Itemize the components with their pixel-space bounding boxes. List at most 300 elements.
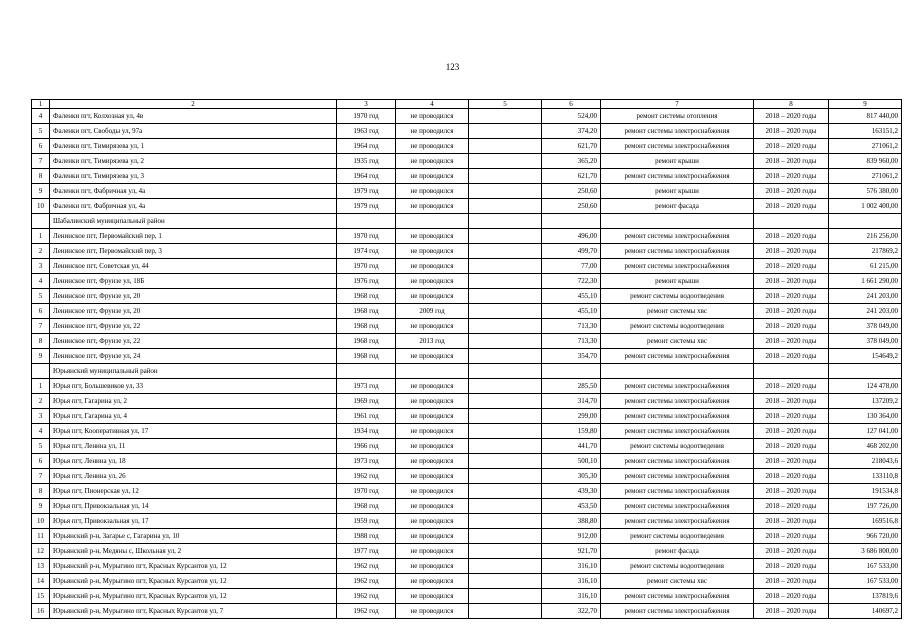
table-row (32, 379, 902, 394)
row-number-cell: 6 (32, 139, 50, 154)
row-number-cell: 12 (32, 544, 50, 559)
period-cell: 2018 – 2020 годы (754, 289, 829, 304)
row-number-cell: 16 (32, 604, 50, 619)
work-type-cell: ремонт системы электроснабжения (601, 259, 754, 274)
work-type-cell: ремонт системы электроснабжения (601, 604, 754, 619)
area-cell: 455,10 (542, 289, 601, 304)
area-cell: 322,70 (542, 604, 601, 619)
blank-cell (469, 409, 542, 424)
build-year-cell: 1968 год (337, 304, 396, 319)
build-year-cell: 1988 год (337, 529, 396, 544)
build-year-cell: 1976 год (337, 274, 396, 289)
cost-cell: 216 256,00 (829, 229, 902, 244)
work-type-cell: ремонт системы электроснабжения (601, 394, 754, 409)
cost-cell: 130 364,00 (829, 409, 902, 424)
region-row (32, 214, 902, 229)
cost-cell: 197 726,00 (829, 499, 902, 514)
address-cell: Юрья пгт, Привокзальная ул, 17 (50, 514, 337, 529)
cost-cell: 271061,2 (829, 139, 902, 154)
build-year-cell: 1968 год (337, 334, 396, 349)
work-type-cell: ремонт системы отопления (601, 109, 754, 124)
empty-cell (542, 214, 601, 229)
build-year-cell: 1977 год (337, 544, 396, 559)
last-repair-cell: не проводился (396, 484, 469, 499)
blank-cell (469, 244, 542, 259)
period-cell: 2018 – 2020 годы (754, 319, 829, 334)
area-cell: 455,10 (542, 304, 601, 319)
table-row (32, 484, 902, 499)
cost-cell: 137819,6 (829, 589, 902, 604)
region-name-cell: Юрьянский муниципальный район (50, 364, 337, 379)
last-repair-cell: не проводился (396, 409, 469, 424)
row-number-cell: 7 (32, 154, 50, 169)
build-year-cell: 1962 год (337, 589, 396, 604)
last-repair-cell: не проводился (396, 514, 469, 529)
row-number-cell: 8 (32, 484, 50, 499)
cost-cell: 3 686 800,00 (829, 544, 902, 559)
blank-cell (469, 469, 542, 484)
work-type-cell: ремонт системы водоотведения (601, 559, 754, 574)
build-year-cell: 1968 год (337, 499, 396, 514)
period-cell: 2018 – 2020 годы (754, 199, 829, 214)
build-year-cell: 1970 год (337, 484, 396, 499)
empty-cell (396, 214, 469, 229)
row-number-cell: 9 (32, 349, 50, 364)
build-year-cell: 1969 год (337, 394, 396, 409)
blank-cell (469, 439, 542, 454)
area-cell: 441,70 (542, 439, 601, 454)
table-row (32, 529, 902, 544)
address-cell: Ленинское пгт, Фрунзе ул, 22 (50, 319, 337, 334)
column-number: 9 (829, 100, 902, 109)
last-repair-cell: не проводился (396, 379, 469, 394)
period-cell: 2018 – 2020 годы (754, 484, 829, 499)
build-year-cell: 1934 год (337, 424, 396, 439)
address-cell: Юрья пгт, Привокзальная ул, 14 (50, 499, 337, 514)
table-row (32, 199, 902, 214)
area-cell: 159,80 (542, 424, 601, 439)
period-cell: 2018 – 2020 годы (754, 544, 829, 559)
build-year-cell: 1966 год (337, 439, 396, 454)
period-cell: 2018 – 2020 годы (754, 469, 829, 484)
cost-cell: 169516,8 (829, 514, 902, 529)
row-number-cell: 3 (32, 259, 50, 274)
address-cell: Ленинское пгт, Фрунзе ул, 24 (50, 349, 337, 364)
area-cell: 316,10 (542, 559, 601, 574)
blank-cell (469, 574, 542, 589)
work-type-cell: ремонт системы электроснабжения (601, 409, 754, 424)
row-number-cell: 9 (32, 499, 50, 514)
blank-cell (469, 454, 542, 469)
work-type-cell: ремонт системы электроснабжения (601, 169, 754, 184)
blank-cell (469, 289, 542, 304)
work-type-cell: ремонт системы электроснабжения (601, 139, 754, 154)
address-cell: Юрьянский р-н, Мурыгино пгт, Красных Курсантов ул, 7 (50, 604, 337, 619)
cost-cell: 241 203,00 (829, 289, 902, 304)
address-cell: Фаленки пгт, Тимирязева ул, 3 (50, 169, 337, 184)
area-cell: 305,30 (542, 469, 601, 484)
period-cell: 2018 – 2020 годы (754, 334, 829, 349)
blank-cell (469, 124, 542, 139)
empty-cell (754, 364, 829, 379)
last-repair-cell: не проводился (396, 589, 469, 604)
area-cell: 316,10 (542, 589, 601, 604)
address-cell: Фаленки пгт, Тимирязева ул, 1 (50, 139, 337, 154)
address-cell: Юрья пгт, Ленина ул, 11 (50, 439, 337, 454)
last-repair-cell: не проводился (396, 544, 469, 559)
work-type-cell: ремонт крыши (601, 154, 754, 169)
blank-cell (469, 319, 542, 334)
cost-cell: 576 380,00 (829, 184, 902, 199)
table-row (32, 169, 902, 184)
build-year-cell: 1964 год (337, 139, 396, 154)
work-type-cell: ремонт системы электроснабжения (601, 124, 754, 139)
area-cell: 388,80 (542, 514, 601, 529)
area-cell: 299,00 (542, 409, 601, 424)
table-row (32, 574, 902, 589)
empty-cell (469, 214, 542, 229)
blank-cell (469, 274, 542, 289)
empty-cell (601, 214, 754, 229)
last-repair-cell: не проводился (396, 289, 469, 304)
row-number-cell: 10 (32, 514, 50, 529)
cost-cell: 127 041,00 (829, 424, 902, 439)
work-type-cell: ремонт системы водоотведения (601, 439, 754, 454)
period-cell: 2018 – 2020 годы (754, 529, 829, 544)
region-row (32, 364, 902, 379)
period-cell: 2018 – 2020 годы (754, 559, 829, 574)
build-year-cell: 1935 год (337, 154, 396, 169)
work-type-cell: ремонт системы хвс (601, 304, 754, 319)
row-number-cell: 4 (32, 424, 50, 439)
empty-cell (469, 364, 542, 379)
work-type-cell: ремонт системы хвс (601, 334, 754, 349)
last-repair-cell: не проводился (396, 229, 469, 244)
build-year-cell: 1962 год (337, 469, 396, 484)
area-cell: 285,50 (542, 379, 601, 394)
last-repair-cell: не проводился (396, 559, 469, 574)
last-repair-cell: не проводился (396, 604, 469, 619)
table-body (32, 100, 902, 619)
address-cell: Юрьянский р-н, Загарье с, Гагарина ул, 10 (50, 529, 337, 544)
build-year-cell: 1968 год (337, 349, 396, 364)
row-number-cell: 11 (32, 529, 50, 544)
cost-cell: 271061,2 (829, 169, 902, 184)
row-number-cell: 10 (32, 199, 50, 214)
row-number-cell: 1 (32, 229, 50, 244)
area-cell: 713,30 (542, 334, 601, 349)
area-cell: 912,00 (542, 529, 601, 544)
cost-cell: 163151,2 (829, 124, 902, 139)
cost-cell: 167 533,00 (829, 559, 902, 574)
table-row (32, 349, 902, 364)
table-row (32, 439, 902, 454)
address-cell: Ленинское пгт, Фрунзе ул, 20 (50, 289, 337, 304)
area-cell: 439,30 (542, 484, 601, 499)
table-row (32, 454, 902, 469)
area-cell: 314,70 (542, 394, 601, 409)
table-row (32, 319, 902, 334)
work-type-cell: ремонт системы электроснабжения (601, 469, 754, 484)
column-number: 7 (601, 100, 754, 109)
period-cell: 2018 – 2020 годы (754, 304, 829, 319)
period-cell: 2018 – 2020 годы (754, 169, 829, 184)
blank-cell (469, 499, 542, 514)
table-row (32, 589, 902, 604)
build-year-cell: 1964 год (337, 169, 396, 184)
build-year-cell: 1970 год (337, 229, 396, 244)
empty-cell (337, 364, 396, 379)
cost-cell: 1 661 290,00 (829, 274, 902, 289)
table-row (32, 559, 902, 574)
address-cell: Фаленки пгт, Фабричная ул, 4а (50, 184, 337, 199)
period-cell: 2018 – 2020 годы (754, 139, 829, 154)
row-number-cell: 5 (32, 124, 50, 139)
empty-cell (337, 214, 396, 229)
cost-cell: 167 533,00 (829, 574, 902, 589)
work-type-cell: ремонт системы хвс (601, 574, 754, 589)
period-cell: 2018 – 2020 годы (754, 514, 829, 529)
area-cell: 316,10 (542, 574, 601, 589)
address-cell: Юрья пгт, Большевиков ул, 33 (50, 379, 337, 394)
empty-cell (396, 364, 469, 379)
area-cell: 250,60 (542, 184, 601, 199)
area-cell: 250,60 (542, 199, 601, 214)
row-number-cell (32, 214, 50, 229)
table-row (32, 229, 902, 244)
blank-cell (469, 379, 542, 394)
table-row (32, 274, 902, 289)
address-cell: Фаленки пгт, Тимирязева ул, 2 (50, 154, 337, 169)
address-cell: Ленинское пгт, Фрунзе ул, 20 (50, 304, 337, 319)
cost-cell: 137209,2 (829, 394, 902, 409)
build-year-cell: 1974 год (337, 244, 396, 259)
last-repair-cell: не проводился (396, 154, 469, 169)
table-row (32, 394, 902, 409)
cost-cell: 378 049,00 (829, 319, 902, 334)
build-year-cell: 1962 год (337, 604, 396, 619)
address-cell: Фаленки пгт, Фабричная ул, 4а (50, 199, 337, 214)
work-type-cell: ремонт системы электроснабжения (601, 484, 754, 499)
period-cell: 2018 – 2020 годы (754, 574, 829, 589)
column-number: 2 (50, 100, 337, 109)
row-number-cell: 3 (32, 409, 50, 424)
table-row (32, 469, 902, 484)
blank-cell (469, 544, 542, 559)
housing-repair-table (31, 99, 902, 619)
table-header-row (32, 100, 902, 109)
row-number-cell: 4 (32, 274, 50, 289)
blank-cell (469, 139, 542, 154)
cost-cell: 140697,2 (829, 604, 902, 619)
area-cell: 524,00 (542, 109, 601, 124)
row-number-cell: 5 (32, 439, 50, 454)
address-cell: Юрья пгт, Ленина ул, 26 (50, 469, 337, 484)
blank-cell (469, 559, 542, 574)
period-cell: 2018 – 2020 годы (754, 109, 829, 124)
blank-cell (469, 604, 542, 619)
period-cell: 2018 – 2020 годы (754, 424, 829, 439)
last-repair-cell: не проводился (396, 469, 469, 484)
blank-cell (469, 184, 542, 199)
area-cell: 621,70 (542, 139, 601, 154)
area-cell: 921,70 (542, 544, 601, 559)
area-cell: 713,30 (542, 319, 601, 334)
last-repair-cell: не проводился (396, 454, 469, 469)
work-type-cell: ремонт системы электроснабжения (601, 499, 754, 514)
address-cell: Юрьянский р-н, Мурыгино пгт, Красных Курсантов ул, 12 (50, 559, 337, 574)
table-row (32, 244, 902, 259)
address-cell: Юрья пгт, Пионерская ул, 12 (50, 484, 337, 499)
work-type-cell: ремонт системы электроснабжения (601, 589, 754, 604)
last-repair-cell: не проводился (396, 529, 469, 544)
table-row (32, 289, 902, 304)
build-year-cell: 1962 год (337, 559, 396, 574)
last-repair-cell: не проводился (396, 319, 469, 334)
area-cell: 499,70 (542, 244, 601, 259)
row-number-cell (32, 364, 50, 379)
period-cell: 2018 – 2020 годы (754, 244, 829, 259)
last-repair-cell: не проводился (396, 259, 469, 274)
row-number-cell: 8 (32, 169, 50, 184)
address-cell: Юрья пгт, Кооперативная ул, 17 (50, 424, 337, 439)
work-type-cell: ремонт системы электроснабжения (601, 514, 754, 529)
area-cell: 722,30 (542, 274, 601, 289)
build-year-cell: 1970 год (337, 259, 396, 274)
column-number: 3 (337, 100, 396, 109)
address-cell: Фаленки пгт, Колхозная ул, 4в (50, 109, 337, 124)
address-cell: Юрьянский р-н, Медяны с, Школьная ул, 2 (50, 544, 337, 559)
address-cell: Юрьянский р-н, Мурыгино пгт, Красных Курсантов ул, 12 (50, 574, 337, 589)
build-year-cell: 1968 год (337, 319, 396, 334)
work-type-cell: ремонт системы водоотведения (601, 319, 754, 334)
blank-cell (469, 514, 542, 529)
area-cell: 453,50 (542, 499, 601, 514)
last-repair-cell: 2009 год (396, 304, 469, 319)
cost-cell: 966 720,00 (829, 529, 902, 544)
address-cell: Юрьянский р-н, Мурыгино пгт, Красных Курсантов ул, 12 (50, 589, 337, 604)
work-type-cell: ремонт крыши (601, 184, 754, 199)
row-number-cell: 1 (32, 379, 50, 394)
blank-cell (469, 154, 542, 169)
work-type-cell: ремонт фасада (601, 199, 754, 214)
column-number: 6 (542, 100, 601, 109)
cost-cell: 133110,8 (829, 469, 902, 484)
blank-cell (469, 304, 542, 319)
table-row (32, 259, 902, 274)
period-cell: 2018 – 2020 годы (754, 604, 829, 619)
build-year-cell: 1961 год (337, 409, 396, 424)
region-name-cell: Шабалинский муниципальный район (50, 214, 337, 229)
build-year-cell: 1970 год (337, 109, 396, 124)
area-cell: 500,10 (542, 454, 601, 469)
blank-cell (469, 349, 542, 364)
last-repair-cell: не проводился (396, 184, 469, 199)
empty-cell (601, 364, 754, 379)
work-type-cell: ремонт системы электроснабжения (601, 349, 754, 364)
work-type-cell: ремонт системы водоотведения (601, 289, 754, 304)
area-cell: 621,70 (542, 169, 601, 184)
last-repair-cell: не проводился (396, 139, 469, 154)
last-repair-cell: не проводился (396, 439, 469, 454)
row-number-cell: 7 (32, 319, 50, 334)
build-year-cell: 1973 год (337, 454, 396, 469)
period-cell: 2018 – 2020 годы (754, 259, 829, 274)
address-cell: Юрья пгт, Гагарина ул, 2 (50, 394, 337, 409)
area-cell: 365,20 (542, 154, 601, 169)
last-repair-cell: не проводился (396, 394, 469, 409)
cost-cell: 61 215,00 (829, 259, 902, 274)
row-number-cell: 2 (32, 244, 50, 259)
row-number-cell: 6 (32, 304, 50, 319)
cost-cell: 1 002 400,00 (829, 199, 902, 214)
cost-cell: 217869,2 (829, 244, 902, 259)
address-cell: Ленинское пгт, Первомайский пер, 1 (50, 229, 337, 244)
table-row (32, 499, 902, 514)
row-number-cell: 2 (32, 394, 50, 409)
period-cell: 2018 – 2020 годы (754, 499, 829, 514)
cost-cell: 191534,8 (829, 484, 902, 499)
area-cell: 77,00 (542, 259, 601, 274)
cost-cell: 468 202,00 (829, 439, 902, 454)
period-cell: 2018 – 2020 годы (754, 274, 829, 289)
work-type-cell: ремонт системы водоотведения (601, 529, 754, 544)
period-cell: 2018 – 2020 годы (754, 124, 829, 139)
table-row (32, 334, 902, 349)
address-cell: Ленинское пгт, Фрунзе ул, 22 (50, 334, 337, 349)
cost-cell: 839 960,00 (829, 154, 902, 169)
blank-cell (469, 259, 542, 274)
empty-cell (542, 364, 601, 379)
blank-cell (469, 424, 542, 439)
last-repair-cell: не проводился (396, 244, 469, 259)
row-number-cell: 14 (32, 574, 50, 589)
column-number: 4 (396, 100, 469, 109)
work-type-cell: ремонт системы электроснабжения (601, 244, 754, 259)
table-row (32, 514, 902, 529)
period-cell: 2018 – 2020 годы (754, 379, 829, 394)
last-repair-cell: 2013 год (396, 334, 469, 349)
build-year-cell: 1968 год (337, 289, 396, 304)
table-row (32, 139, 902, 154)
last-repair-cell: не проводился (396, 349, 469, 364)
last-repair-cell: не проводился (396, 169, 469, 184)
table-row (32, 409, 902, 424)
row-number-cell: 8 (32, 334, 50, 349)
row-number-cell: 13 (32, 559, 50, 574)
last-repair-cell: не проводился (396, 124, 469, 139)
address-cell: Фаленки пгт, Свободы ул, 97а (50, 124, 337, 139)
cost-cell: 817 440,00 (829, 109, 902, 124)
row-number-cell: 4 (32, 109, 50, 124)
table-row (32, 604, 902, 619)
work-type-cell: ремонт системы электроснабжения (601, 454, 754, 469)
row-number-cell: 5 (32, 289, 50, 304)
table-row (32, 154, 902, 169)
address-cell: Юрья пгт, Ленина ул, 18 (50, 454, 337, 469)
blank-cell (469, 199, 542, 214)
table-row (32, 124, 902, 139)
period-cell: 2018 – 2020 годы (754, 589, 829, 604)
page-number: 123 (445, 62, 460, 72)
column-number: 8 (754, 100, 829, 109)
empty-cell (829, 214, 902, 229)
period-cell: 2018 – 2020 годы (754, 394, 829, 409)
build-year-cell: 1979 год (337, 184, 396, 199)
empty-cell (829, 364, 902, 379)
build-year-cell: 1962 год (337, 574, 396, 589)
period-cell: 2018 – 2020 годы (754, 154, 829, 169)
